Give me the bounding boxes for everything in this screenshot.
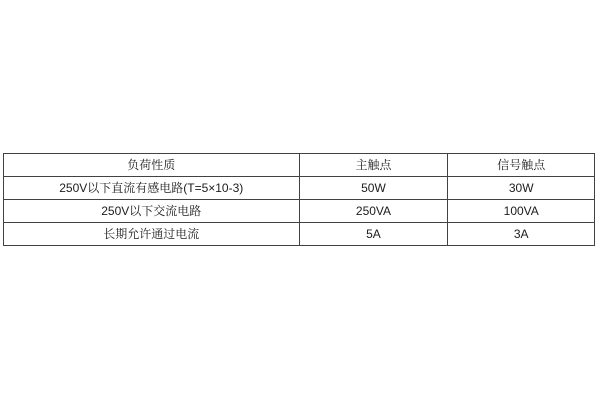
header-main-contact: 主触点	[299, 154, 448, 177]
cell-load-type: 长期允许通过电流	[4, 223, 300, 246]
table-row	[4, 200, 595, 223]
table-header-row	[4, 154, 595, 177]
cell-load-type: 250V以下直流有感电路(T=5×10-3)	[4, 177, 300, 200]
cell-main-contact-value: 250VA	[299, 200, 448, 223]
cell-load-type: 250V以下交流电路	[4, 200, 300, 223]
cell-main-contact-value: 50W	[299, 177, 448, 200]
cell-main-contact-value: 5A	[299, 223, 448, 246]
cell-signal-contact-value: 100VA	[448, 200, 595, 223]
cell-signal-contact-value: 30W	[448, 177, 595, 200]
contact-load-spec-table	[3, 153, 595, 246]
table-row	[4, 223, 595, 246]
cell-signal-contact-value: 3A	[448, 223, 595, 246]
header-signal-contact: 信号触点	[448, 154, 595, 177]
table-row	[4, 177, 595, 200]
header-load-type: 负荷性质	[4, 154, 300, 177]
spec-table-container	[3, 153, 595, 246]
